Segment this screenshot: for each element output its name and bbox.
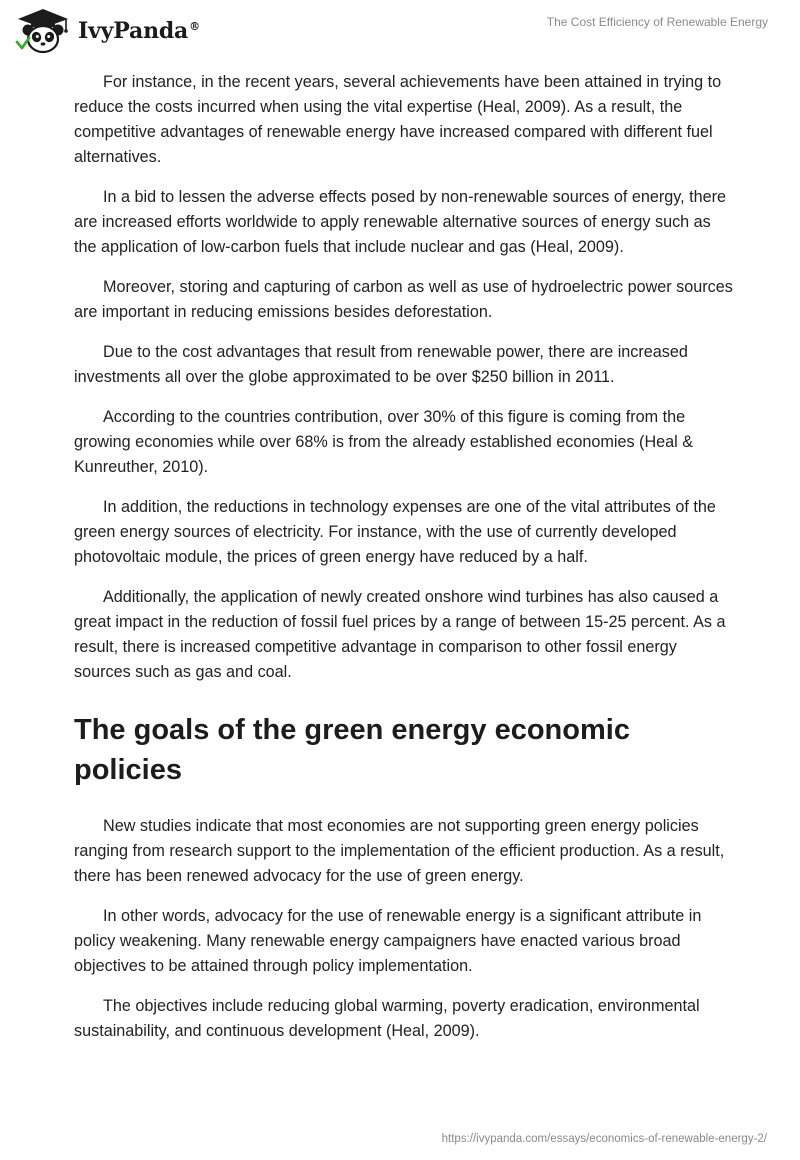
- paragraph: Due to the cost advantages that result from renewable power, there are increased investments all over the globe approximated to be over $250 billion in 2011.: [74, 343, 688, 386]
- panda-graduate-icon: [14, 6, 72, 56]
- paragraph: According to the countries contribution, over 30% of this figure is coming from the growing economies while over 68% is from the already established economies (Heal & Kunreuther, 2010).: [74, 408, 694, 476]
- paragraph: In addition, the reductions in technology expenses are one of the vital attributes of the green energy sources of electricity. For instance, with the use of currently developed photovoltaic module, the prices of green energy have reduced by a half.: [74, 498, 716, 566]
- paragraph: New studies indicate that most economies are not supporting green energy policies ranging from research support to the implementation of the efficient production. As a result, there has been renewed advocacy for the use of green energy.: [74, 817, 725, 885]
- paragraph: For instance, in the recent years, several achievements have been attained in trying to reduce the costs incurred when using the vital expertise (Heal, 2009). As a result, the competitive advantages of renewable energy have increased compared with different fuel alternatives.: [74, 73, 722, 166]
- paragraph: The objectives include reducing global warming, poverty eradication, environmental sustainability, and continuous development (Heal, 2009).: [74, 997, 700, 1040]
- source-url[interactable]: https://ivypanda.com/essays/economics-of-renewable-energy-2/: [441, 1133, 767, 1145]
- paragraph: Moreover, storing and capturing of carbon as well as use of hydroelectric power sources are important in reducing emissions besides deforestation.: [74, 278, 733, 321]
- section-heading: The goals of the green energy economic policies: [74, 714, 630, 786]
- paragraph: Additionally, the application of newly created onshore wind turbines has also caused a great impact in the reduction of fossil fuel prices by a range of between 15-25 percent. As a result, there is increased competitive advantage in comparison to other fossil energy sources such as gas and coal.: [74, 588, 726, 681]
- registered-mark: ®: [189, 19, 200, 33]
- paragraph: In other words, advocacy for the use of renewable energy is a significant attribute in policy weakening. Many renewable energy campaigners have enacted various broad objectives to be attained through policy implementation.: [74, 907, 702, 975]
- page-header: [0, 0, 800, 60]
- essay-content: [74, 70, 734, 1059]
- document-title: The Cost Efficiency of Renewable Energy: [546, 15, 768, 29]
- brand-name: IvyPanda®: [78, 18, 200, 44]
- paragraph: In a bid to lessen the adverse effects posed by non-renewable sources of energy, there are increased efforts worldwide to apply renewable alternative sources of energy such as the application of low-carbon fuels that include nuclear and gas (Heal, 2009).: [74, 188, 727, 256]
- ivypanda-logo[interactable]: [14, 6, 200, 56]
